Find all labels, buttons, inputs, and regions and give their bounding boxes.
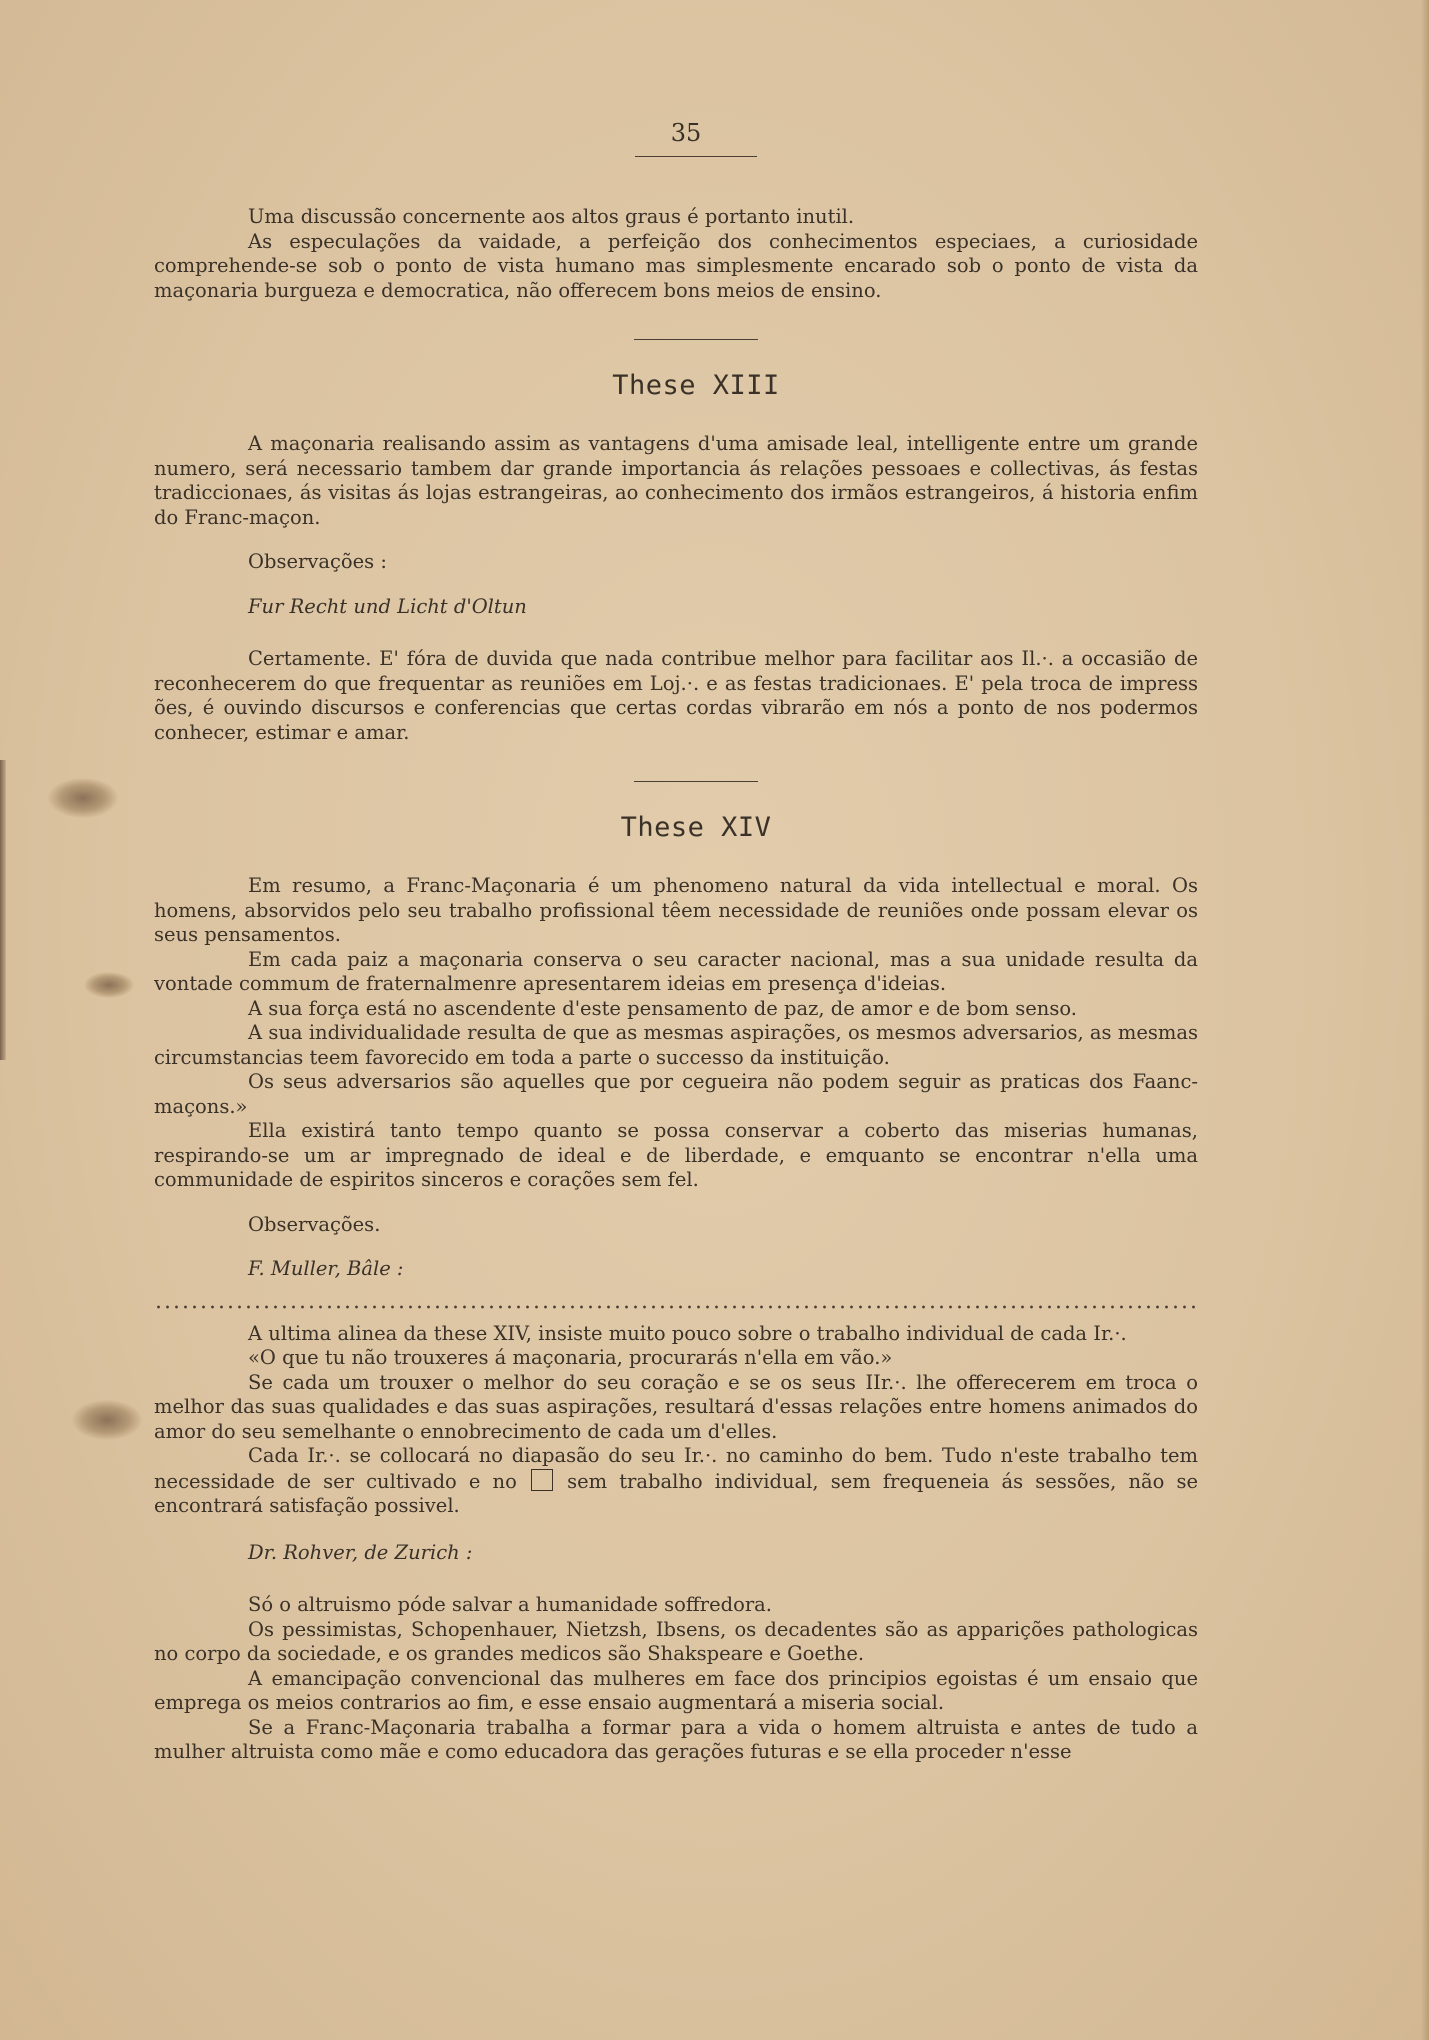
paragraph: A sua individualidade resulta de que as mesmas aspirações, os mesmos adversarios, as mesmas circumstancias teem favorecido em toda a parte o successo da instituição. [154, 1021, 1198, 1069]
paragraph: Uma discussão concernente aos altos graus é portanto inutil. [248, 205, 855, 228]
paragraph: Os seus adversarios são aquelles que por cegueira não podem seguir as praticas dos Faanc-maçons.» [154, 1070, 1198, 1118]
paragraph: As especulações da vaidade, a perfeição dos conhecimentos especiaes, a curiosidade comprehende-se sob o ponto de vista humano mas simplesmente encarado sob o ponto de vista da maçonaria burgueza e democratica, não offerecem bons meios de ensino. [154, 229, 1198, 302]
observations-label: Observações : [248, 550, 387, 573]
paragraph-part: Cada Ir.·. se collocará no diapasão do seu Ir.·. no caminho do bem. Tudo n'este trabalho tem necessidade de ser cultivado e no [154, 1444, 1198, 1493]
page-edge-shadow [0, 760, 6, 1060]
paragraph: Os pessimistas, Schopenhauer, Nietzsh, Ibsens, os decadentes são as apparições pathologicas no corpo da sociedade, e os grandes medicos são Shakspeare e Goethe. [154, 1617, 1198, 1665]
paragraph: Só o altruismo póde salvar a humanidade soffredora. [248, 1593, 772, 1616]
paragraph: A ultima alinea da these XIV, insiste muito pouco sobre o trabalho individual de cada Ir.·. [248, 1321, 1127, 1345]
paragraph: A sua força está no ascendente d'este pensamento de paz, de amor e de bom senso. [248, 996, 1077, 1020]
divider [634, 339, 758, 340]
binding-hole [72, 1400, 142, 1440]
section-heading: These XIV [620, 812, 772, 843]
paragraph: Se a Franc-Maçonaria trabalha a formar para a vida o homem altruista e antes de tudo a mulher altruista como mãe e como educadora das gerações futuras e se ella proceder n'esse [154, 1715, 1198, 1763]
author-name: Dr. Rohver, de Zurich : [248, 1540, 473, 1564]
divider [635, 156, 757, 157]
paragraph-part: sem trabalho individual, sem frequeneia ás sessões, não se encontrará satisfação possivel. [154, 1469, 1199, 1517]
lodge-square-icon [531, 1469, 553, 1491]
page-content [154, 118, 1198, 1765]
author-name: Fur Recht und Licht d'Oltun [248, 594, 527, 618]
author-name: F. Muller, Bâle : [248, 1257, 404, 1280]
paragraph: Em cada paiz a maçonaria conserva o seu caracter nacional, mas a sua unidade resulta da vontade commum de fraternalmenre apresentarem ideias em presença d'ideias. [154, 947, 1198, 995]
paragraph: A emancipação convencional das mulheres em face dos principios egoistas é um ensaio que emprega os meios contrarios ao fim, e esse ensaio augmentará a miseria social. [154, 1666, 1198, 1714]
paragraph: Certamente. E' fóra de duvida que nada contribue melhor para facilitar aos Il.·. a occasião de reconhecerem do que frequentar as reuniões em Loj.·. e as festas tradicionaes. E' pela troca de impress ões, é ouvindo discursos e conferencias que certas cordas vibrarão em nós a ponto de nos podermos conhecer, estimar e amar. [154, 647, 1198, 744]
observations-label: Observações. [248, 1212, 381, 1236]
paragraph: Em resumo, a Franc-Maçonaria é um phenomeno natural da vida intellectual e moral. Os homens, absorvidos pelo seu trabalho profissional têem necessidade de reuniões onde possam elevar os seus pensamentos. [154, 874, 1198, 946]
section-heading: These XIII [612, 370, 780, 401]
binding-hole [48, 778, 118, 818]
page-number: 35 [670, 119, 702, 147]
dotted-separator [154, 1304, 1198, 1310]
divider [634, 781, 758, 782]
paragraph: «O que tu não trouxeres á maçonaria, procurarás n'ella em vão.» [248, 1346, 893, 1369]
paragraph: Se cada um trouxer o melhor do seu coração e se os seus IIr.·. lhe offerecerem em troca o melhor das suas qualidades e das suas aspirações, resultará d'essas relações entre homens animados do amor do seu semelhante o ennobrecimento de cada um d'elles. [154, 1370, 1198, 1443]
paragraph: A maçonaria realisando assim as vantagens d'uma amisade leal, intelligente entre um grande numero, será necessario tambem dar grande importancia ás relações pessoaes e collectivas, ás festas tradiccionaes, ás visitas ás lojas estrangeiras, ao conhecimento dos irmãos estrangeiros, á historia enfim do Franc-maçon. [154, 432, 1198, 529]
binding-hole [84, 972, 134, 998]
paragraph [154, 1444, 1198, 1519]
page-edge-shadow-right [1421, 0, 1429, 2040]
paragraph: Ella existirá tanto tempo quanto se possa conservar a coberto das miserias humanas, respirando-se um ar impregnado de ideal e de liberdade, e emquanto se encontrar n'ella uma communidade de espiritos sinceros e corações sem fel. [154, 1119, 1198, 1191]
